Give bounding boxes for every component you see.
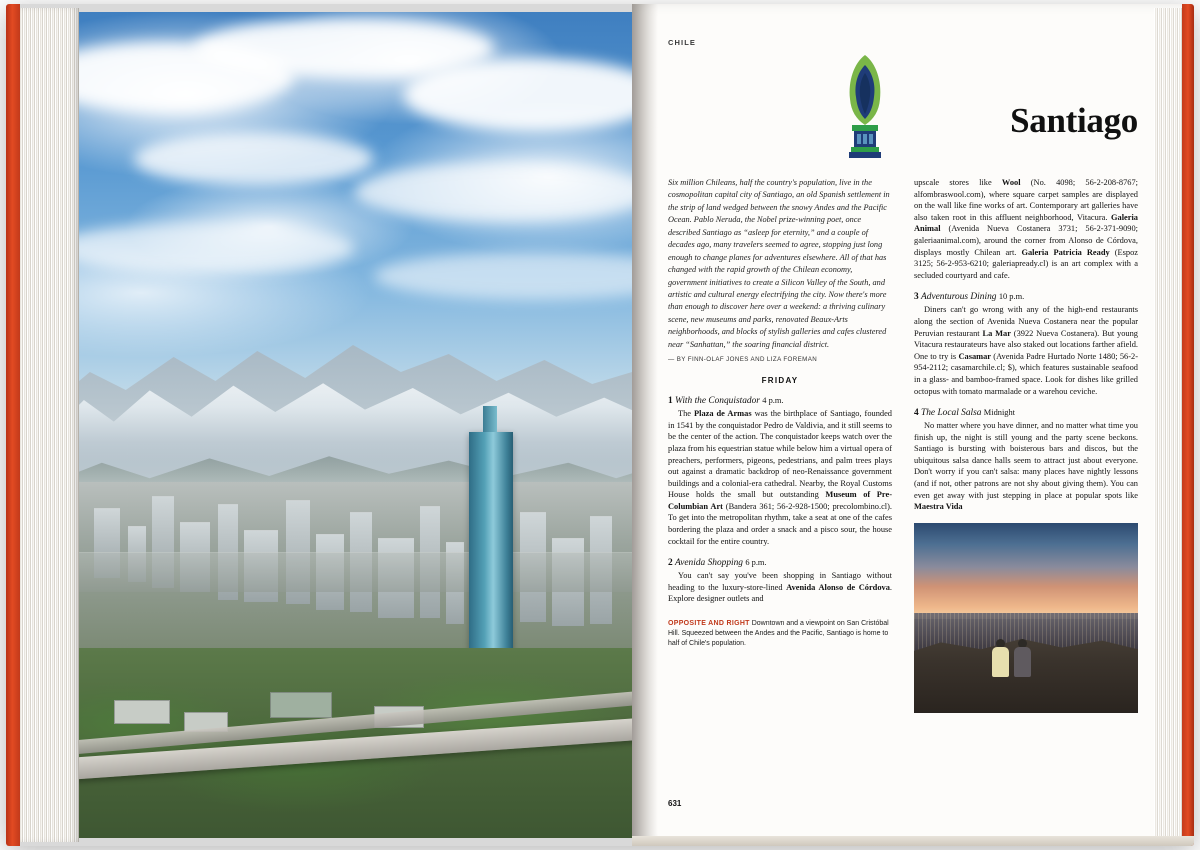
virgin-mary-statue-icon [838,53,892,161]
building-mass [74,552,632,592]
chapter-kicker: CHILE [668,38,696,47]
day-heading: FRIDAY [761,376,799,386]
item-number: 4 [914,408,919,419]
item-time: Midnight [983,408,1015,418]
column-left [668,177,892,713]
item-number: 3 [914,292,919,303]
title-row [668,47,1138,165]
skyscraper-tower [469,432,513,662]
page-number: 631 [668,799,682,808]
item-time: 6 p.m. [745,558,767,568]
page-stack-right [1154,8,1184,842]
item-title: Avenida Shopping [675,558,743,569]
continued-paragraph: upscale stores like Wool (No. 4098; 56-2-208-8767; alfombraswool.com), where square carpet samples are displayed on the wall like fine works of art. Contemporary art galleries have also taken root in this affluent neighborhood, Vitacura. Galeria Animal (Avenida Nueva Costanera 3731; 56-2-371-9090; galeriaanimal.com), around the corner from Alonso de Córdova, displays mostly Chilean art. Galeria Patricia Ready (Espoz 3125; 56-2-953-6210; galeriapready.cl) is an art complex with a secluded courtyard and cafe. [914,178,1138,280]
right-page [632,4,1194,846]
left-page [6,4,632,846]
item-number: 1 [668,396,673,407]
byline: — BY FINN-OLAF JONES AND LIZA FOREMAN [668,356,818,364]
item-title: Adventurous Dining [921,292,997,303]
page-bottom-edge [632,836,1194,846]
rooftop-shape [270,692,332,718]
cloud-shape [134,132,374,186]
book-cover-left-edge [6,4,20,846]
page-title: Santiago [1010,101,1138,140]
rooftop-shape [114,700,170,724]
column-right [914,177,1138,713]
page-content [668,38,1138,814]
photo-caption [668,619,892,649]
item-paragraph-1: The Plaza de Armas was the birthplace of Santiago, founded in 1541 by the conquistador Pedro de Valdivia, and it still seems to be the center of the action. The conquistador keeps watch over the plaza from his equestrian statue while below him a virtual opera of preachers, performers, pigeons, pedestrians, and palm trees plays out against a dramatic backdrop of neo-Renaissance government buildings and a colonial-era cathedral. Nearby, the Royal Customs House holds the small but outstanding Museum of Pre-Columbian Art (Bandera 361; 56-2-928-1500; precolombino.cl). To get into the metropolitan rhythm, take a seat at one of the cafes bordering the plaza and order a snack and a pisco sour, the house cocktail for the entire country. [668,409,893,546]
item-number: 2 [668,558,673,569]
caption-text: Downtown and a viewpoint on San Cristóbal Hill. Squeezed between the Andes and the Pacific, Santiago is home to half of Chile's population. [668,620,889,647]
item-time: 10 p.m. [998,292,1025,302]
item-heading-1 [668,396,892,406]
intro-dek: Six million Chileans, half the country's population, live in the cosmopolitan capital city of Santiago, an old Spanish settlement in the strip of land wedged between the snowy Andes and the Pacific Ocean. Pablo Neruda, the Nobel prize-winning poet, once described Santiago as “asleep for eternity,” and a couple of decades ago, many travelers seemed to agree, stopping just long enough to change planes for adventures elsewhere. All of that has changed with the rapid growth of the Chilean economy, government initiatives to create a Silicon Valley of the South, and artistic and cultural energy electrifying the city. Now there's more than enough to discover here over a weekend: a thriving culinary scene, new museums and parks, renovated Beaux-Arts neighborhoods, and blocks of stylish galleries and cafes clustered near “Sanhattan,” the soaring financial district. [668,178,890,349]
item-heading-3 [914,292,1138,302]
san-cristobal-hill-sunset-photo [914,523,1138,713]
santiago-skyline-andes-photo [74,12,632,838]
caption-lead: OPPOSITE AND RIGHT [668,620,750,628]
foreground-greenery [74,648,632,838]
page-stack-left [19,8,79,842]
item-paragraph-2: You can't say you've been shopping in Santiago without heading to the luxury-store-lined Avenida Alonso de Córdova. Explore designer outlets and [668,571,892,604]
item-heading-2 [668,558,892,568]
item-title: With the Conquistador [675,396,760,407]
two-column-body [668,177,1138,713]
book-cover-right-edge [1182,4,1194,846]
item-time: 4 p.m. [762,396,784,406]
item-title: The Local Salsa [921,408,982,419]
item-paragraph-3: Diners can't go wrong with any of the high-end restaurants along the section of Avenida Nueva Costanera near the popular Peruvian restaurant La Mar (3922 Nueva Costanera). But young Vitacura restaurateurs have also staked out locations farther afield. One to try is Casamar (Avenida Padre Hurtado Norte 1480; 56-2-954-2112; casamarchile.cl; $), which features sustainable seafood in a glass- and bamboo-framed space. Look for dishes like grilled octopus with tomato marmalade or a warehou ceviche. [914,305,1138,396]
item-paragraph-4: No matter where you have dinner, and no matter what time you finish up, the night is still young and the party scene beckons. Santiago is bursting with boisterous bars and discos, but the ubiquitous salsa dance halls seem to attract just about everyone. Don't worry if you can't salsa: many places have nightly lessons (and if not, other patrons are not shy about giving them). You can even get away with just stepping in place at popular spots like Maestra Vida [914,421,1138,512]
item-heading-4 [914,408,1138,418]
open-book [6,4,1194,846]
sunset-sky-layer [914,523,1138,619]
page-gutter-shadow [632,4,658,846]
